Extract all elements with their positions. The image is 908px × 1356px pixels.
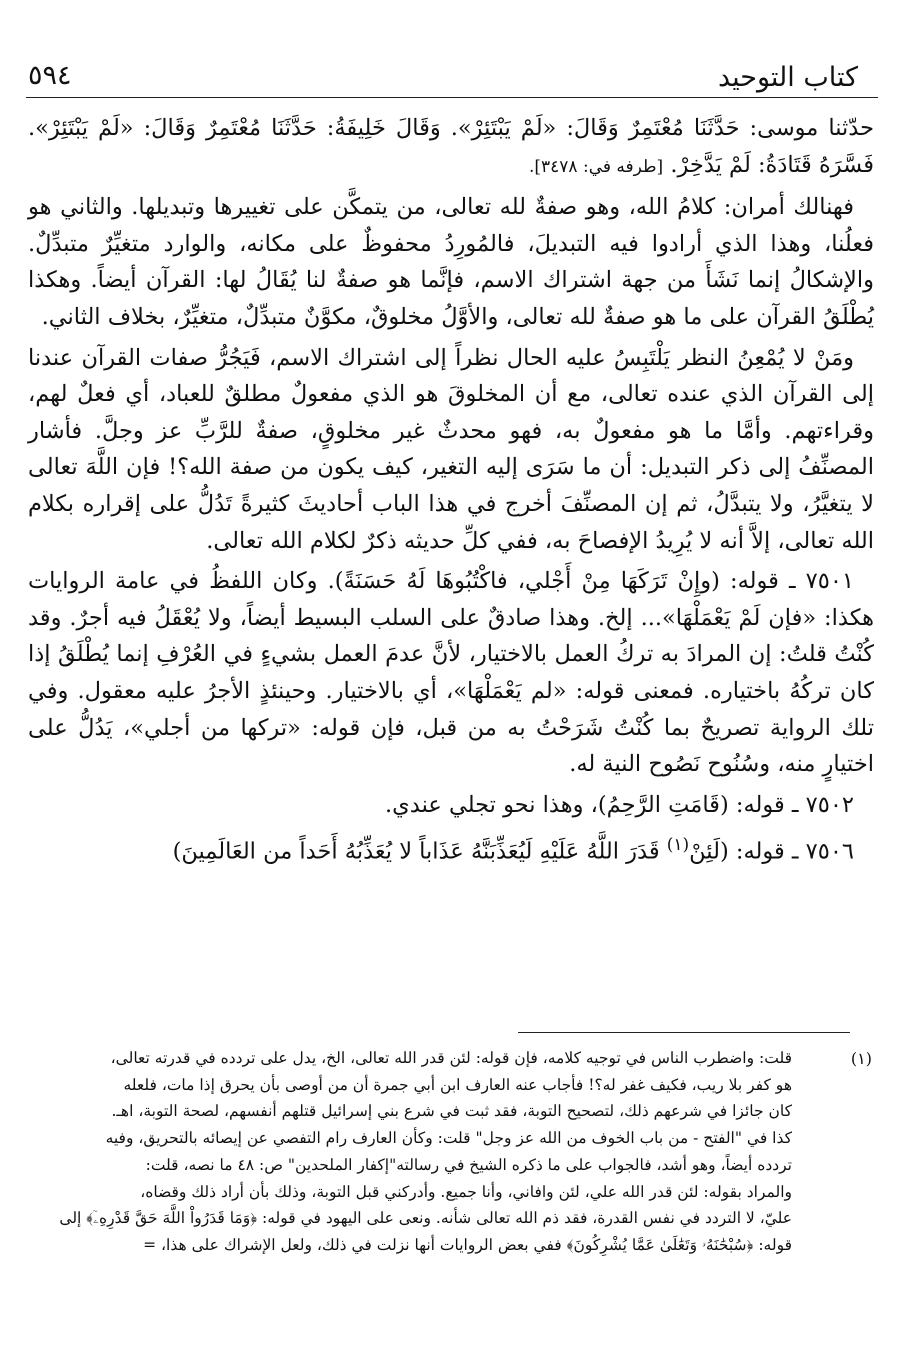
footnote-line: والمراد بقوله: لئن قدر الله علي، لئن وافاني، وأنا جميع. وأدركني قبل التوبة، وذلك بأن أراد ذلك وقضاه، [140, 1182, 792, 1201]
commentary-7501: ٧٥٠١ ـ قوله: (وإِنْ تَرَكَهَا مِنْ أَجْلي، فاكْتُبُوهَا لَهُ حَسَنَةً). وكان اللفظُ في عامة الروايات هكذا: «فإن لَمْ يَعْمَلْهَا»... إلخ. وهذا صادقٌ على السلب البسيط أيضاً، ولا يُعْقَلُ فيه أجرٌ. وقد كُنْتُ قلتُ: إن المرادَ به تركُ العمل بالاختيار، لأنَّ عدمَ العمل بشيءٍ في العُرْفِ إنما يُطْلَقُ إذا كان تركُهُ باختياره. فمعنى قوله: «لم يَعْمَلْهَا»، أي بالاختيار. وحينئذٍ الأجرُ عليه معقول. وفي تلك الرواية تصريحٌ بما كُنْتُ شَرَحْتُ به من قبل، فإن قوله: «تركها من أجلي»، يَدُلُّ على اختيارٍ منه، وسُنُوح نَصُوح النية له. [28, 568, 874, 778]
footnote-line: كان جائزا في شرعهم ذلك، لتصحيح التوبة، فقد ثبت في شرع بني إسرائيل قتلهم أنفسهم، لصحة التوبة، اهـ. [111, 1102, 792, 1121]
commentary-7502: ٧٥٠٢ ـ قوله: (قَامَتِ الرَّحِمُ)، وهذا نحو تجلي عندي. [385, 791, 854, 818]
footnote-line: عليّ، لا التردد في نفس القدرة، فقد ذم الله تعالى شأنه. ونعى على اليهود في قوله: ﴿وَمَا قَدَرُواْ اللَّهَ حَقَّ قَدْرِهِۦٓ﴾ إلى [59, 1209, 792, 1228]
running-title: كتاب التوحيد [717, 62, 858, 93]
commentary-7506 [28, 827, 874, 870]
commentary-paragraph-1: فهنالك أمران: كلامُ الله، وهو صفةٌ لله تعالى، من يتمكَّن على تغييرها وتبديلها. والثاني هو فعلُنا، وهذا الذي أرادوا فيه التبديلَ، فالمُورِدُ محفوظٌ على مكانه، والوارد متغيِّرٌ متبدِّلٌ. والإشكالُ إنما نَشَأَ من جهة اشتراك الاسم، فإنَّما هو صفةٌ لنا يُقَالُ لها: القرآن أيضاً. وهكذا يُطْلَقُ القرآن على ما هو صفةٌ لله تعالى، والأوَّلُ مخلوقٌ، مكوَّنٌ متبدِّلٌ، متغيِّرٌ، بخلاف الثاني. [28, 194, 874, 330]
commentary-7506-end: قَدَرَ اللَّهُ عَلَيْهِ لَيُعَذِّبَنَّهُ عَذَاباً لا يُعَذِّبُهُ أَحَداً من العَالَمِينَ) [172, 838, 667, 865]
main-text [28, 110, 874, 870]
commentary-paragraph-2: ومَنْ لا يُمْعِنُ النظر يَلْتَبِسُ عليه الحال نظراً إلى اشتراك الاسم، فَيَجُرُّ صفات القرآن عندنا إلى القرآن الذي عنده تعالى، مع أن المخلوقَ هو الذي مفعولٌ مطلقٌ للعباد، أي فعلٌ لهم، وقراءتهم. وأمَّا ما هو مفعولٌ به، فهو محدثٌ غير مخلوقٍ، صفةٌ للرَّبِّ عز وجلَّ. فأشار المصنِّفُ إلى ذكر التبديل: أن ما سَرَى إليه التغير، كيف يكون من صفة الله؟! فإن اللَّهَ تعالى لا يتغيَّرُ، ولا يتبدَّلُ، ثم إن المصنِّفَ أخرج في هذا الباب أحاديثَ كثيرةً تَدُلُّ على إقراره بكلام الله تعالى، إلاَّ أنه لا يُرِيدُ الإفصاحَ به، ففي كلِّ حديثه ذكرٌ لكلام الله تعالى. [28, 344, 874, 554]
footnote-line: تردده أيضاً، وهو أشد، فالجواب على ما ذكره الشيخ في رسالته"إكفار الملحدين" ص: ٤٨ ما نصه، قلت: [145, 1155, 792, 1174]
hadith-chain-paragraph [28, 110, 874, 185]
header-rule [26, 97, 878, 98]
page-number: ٥٩٤ [28, 60, 72, 91]
footnote-line: هو كفر بلا ريب، فكيف غفر له؟! فأجاب عنه العارف ابن أبي جمرة أن من أوصى بأن يحرق إذا مات، فلعله [123, 1075, 792, 1094]
footnote-line: قلت: واضطرب الناس في توجيه كلامه، فإن قوله: لئن قدر الله تعالى، الخ، يدل على تردده في قدرته تعالى، [110, 1049, 792, 1067]
cross-reference: [طرفه في: ٣٤٧٨]. [528, 156, 664, 177]
footnote-separator [518, 1032, 850, 1033]
hadith-chain-text: حدّثنا موسى: حَدَّثَنَا مُعْتَمِرٌ وَقَالَ: «لَمْ يَبْتَئِرْ». وَقَالَ خَلِيفَةُ: حَدَّثَنَا مُعْتَمِرٌ وَقَالَ: «لَمْ يَبْتَئِرْ». فَسَّرَهُ قَتَادَةُ: لَمْ يَدَّخِرْ. [28, 115, 874, 178]
footnote-line: كذا في "الفتح - من باب الخوف من الله عز وجل" قلت: وكأن العارف رام التفصي عن إيصائه بالتحريق، وفيه [105, 1129, 792, 1148]
footnote-line: قوله: ﴿سُبْحَٰنَهُۥ وَتَعَٰلَىٰ عَمَّا يُشْرِكُونَ﴾ ففي بعض الروايات أنها نزلت في ذلك، ولعل الإشراك على هذا، = [143, 1235, 792, 1254]
footnote [28, 1045, 872, 1259]
footnote-marker: (١) [850, 1049, 872, 1068]
commentary-7506-start: ٧٥٠٦ ـ قوله: (لَئِنْ [689, 838, 854, 865]
footnote-reference[interactable]: (١) [666, 835, 690, 856]
